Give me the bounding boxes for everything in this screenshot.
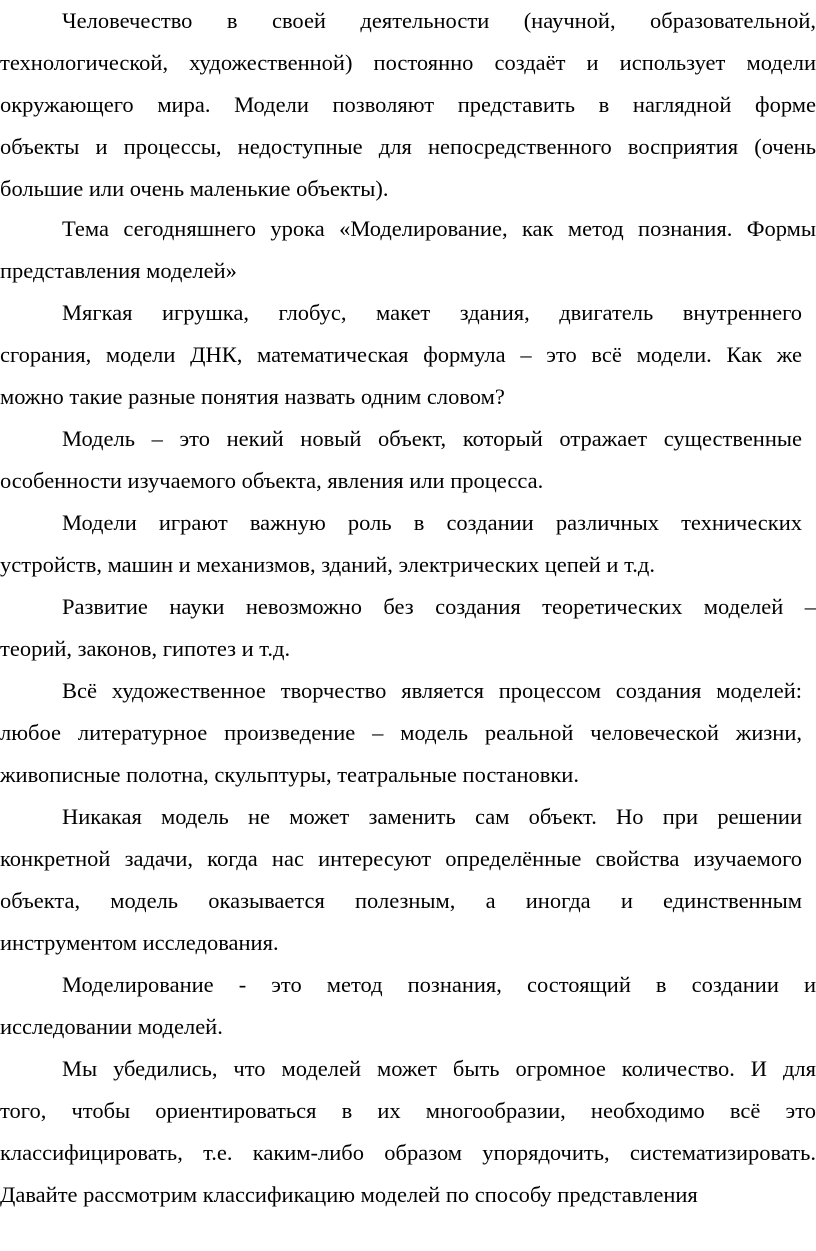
- text-line: Моделирование - это метод познания, состоящий в создании и: [62, 972, 816, 997]
- text-line: инструментом исследования.: [0, 930, 279, 955]
- text-line: окружающего мира. Модели позволяют представить в наглядной форме: [0, 92, 816, 117]
- paragraph-7: [0, 670, 816, 796]
- text-line: Всё художественное творчество является процессом создания моделей:: [62, 678, 802, 703]
- text-line: любое литературное произведение – модель реальной человеческой жизни,: [0, 720, 802, 745]
- text-line: представления моделей»: [0, 258, 237, 283]
- paragraph-8: [0, 796, 816, 964]
- text-line: Никакая модель не может заменить сам объект. Но при решении: [62, 804, 802, 829]
- paragraph-4: [0, 418, 816, 502]
- text-line: теорий, законов, гипотез и т.д.: [0, 636, 291, 661]
- text-line: объекта, модель оказывается полезным, а иногда и единственным: [0, 888, 802, 913]
- text-line: объекты и процессы, недоступные для непосредственного восприятия (очень: [0, 134, 816, 159]
- text-line: устройств, машин и механизмов, зданий, электрических цепей и т.д.: [0, 552, 655, 577]
- text-line: Развитие науки невозможно без создания теоретических моделей –: [62, 594, 816, 619]
- paragraph-9: [0, 964, 816, 1048]
- text-line: Мы убедились, что моделей может быть огромное количество. И для: [62, 1056, 816, 1081]
- paragraph-3: [0, 292, 816, 418]
- text-line: Человечество в своей деятельности (научной, образовательной,: [62, 8, 816, 33]
- paragraph-1: [0, 0, 816, 210]
- text-line: Тема сегодняшнего урока «Моделирование, как метод познания. Формы: [62, 216, 816, 241]
- text-line: особенности изучаемого объекта, явления или процесса.: [0, 468, 544, 493]
- text-line: Давайте рассмотрим классификацию моделей по способу представления: [0, 1182, 698, 1207]
- paragraph-5: [0, 502, 816, 586]
- paragraph-10: [0, 1048, 816, 1216]
- text-line: большие или очень маленькие объекты).: [0, 176, 389, 201]
- paragraph-2: [0, 208, 816, 292]
- text-line: Модель – это некий новый объект, который отражает существенные: [62, 426, 802, 451]
- text-line: исследовании моделей.: [0, 1014, 223, 1039]
- text-line: Мягкая игрушка, глобус, макет здания, двигатель внутреннего: [62, 300, 802, 325]
- text-line: можно такие разные понятия назвать одним словом?: [0, 384, 505, 409]
- text-line: классифицировать, т.е. каким-либо образом упорядочить, систематизировать.: [0, 1140, 816, 1165]
- paragraph-6: [0, 586, 816, 670]
- text-line: Модели играют важную роль в создании различных технических: [62, 510, 802, 535]
- text-line: того, чтобы ориентироваться в их многообразии, необходимо всё это: [0, 1098, 816, 1123]
- text-line: сгорания, модели ДНК, математическая формула – это всё модели. Как же: [0, 342, 802, 367]
- text-line: живописные полотна, скульптуры, театральные постановки.: [0, 762, 579, 787]
- text-line: технологической, художественной) постоянно создаёт и использует модели: [0, 50, 816, 75]
- text-line: конкретной задачи, когда нас интересуют определённые свойства изучаемого: [0, 846, 802, 871]
